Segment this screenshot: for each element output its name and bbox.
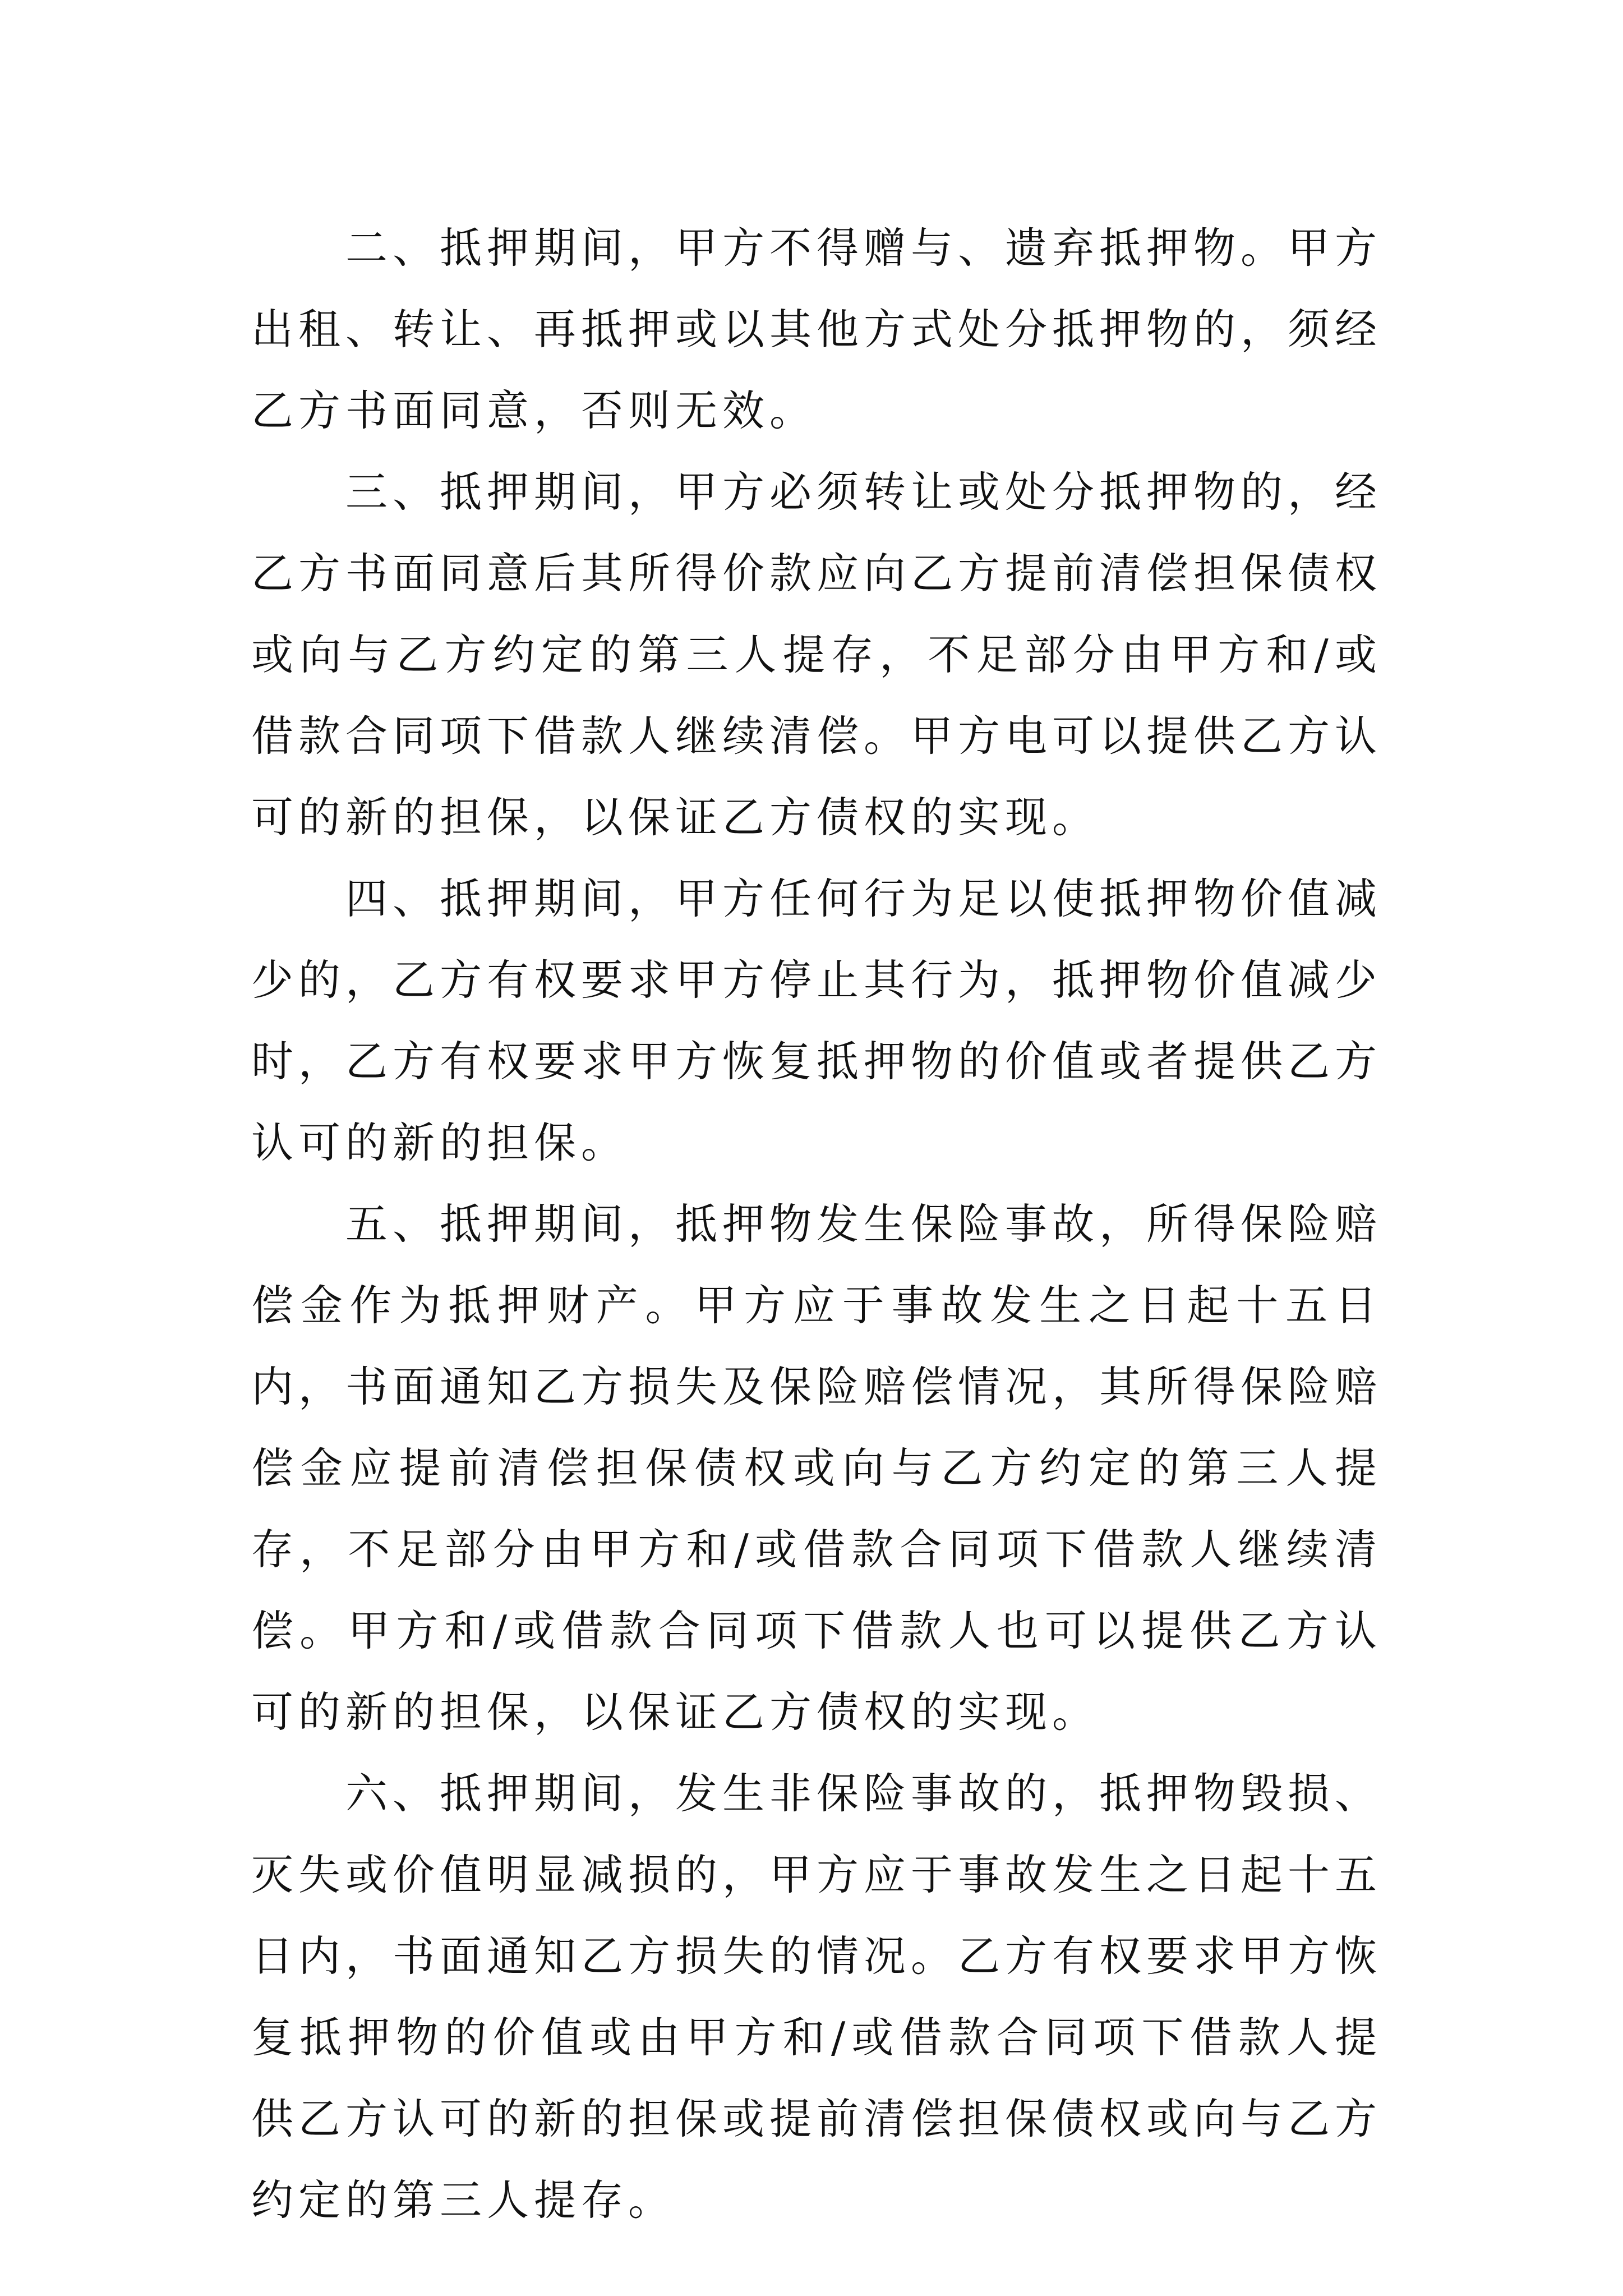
clause-4-paragraph: 四、抵押期间，甲方任何行为足以使抵押物价值减少的，乙方有权要求甲方停止其行为，抵押物价值减少时，乙方有权要求甲方恢复抵押物的价值或者提供乙方认可的新的担保。 [251, 874, 1382, 1167]
document-body [251, 208, 1382, 2241]
clause-2-paragraph: 二、抵押期间，甲方不得赠与、遗弃抵押物。甲方出租、转让、再抵押或以其他方式处分抵押物的，须经乙方书面同意，否则无效。 [251, 223, 1382, 435]
clause-6-paragraph: 六、抵押期间，发生非保险事故的，抵押物毁损、灭失或价值明显减损的，甲方应于事故发生之日起十五日内，书面通知乙方损失的情况。乙方有权要求甲方恢复抵押物的价值或由甲方和/或借款合同项下借款人提供乙方认可的新的担保或提前清偿担保债权或向与乙方约定的第三人提存。 [251, 1769, 1382, 2225]
clause-5-paragraph: 五、抵押期间，抵押物发生保险事故，所得保险赔偿金作为抵押财产。甲方应于事故发生之日起十五日内，书面通知乙方损失及保险赔偿情况，其所得保险赔偿金应提前清偿担保债权或向与乙方约定的第三人提存，不足部分由甲方和/或借款合同项下借款人继续清偿。甲方和/或借款合同项下借款人也可以提供乙方认可的新的担保，以保证乙方债权的实现。 [251, 1199, 1382, 1737]
clause-3-paragraph: 三、抵押期间，甲方必须转让或处分抵押物的，经乙方书面同意后其所得价款应向乙方提前清偿担保债权或向与乙方约定的第三人提存，不足部分由甲方和/或借款合同项下借款人继续清偿。甲方电可以提供乙方认可的新的担保，以保证乙方债权的实现。 [251, 467, 1382, 842]
